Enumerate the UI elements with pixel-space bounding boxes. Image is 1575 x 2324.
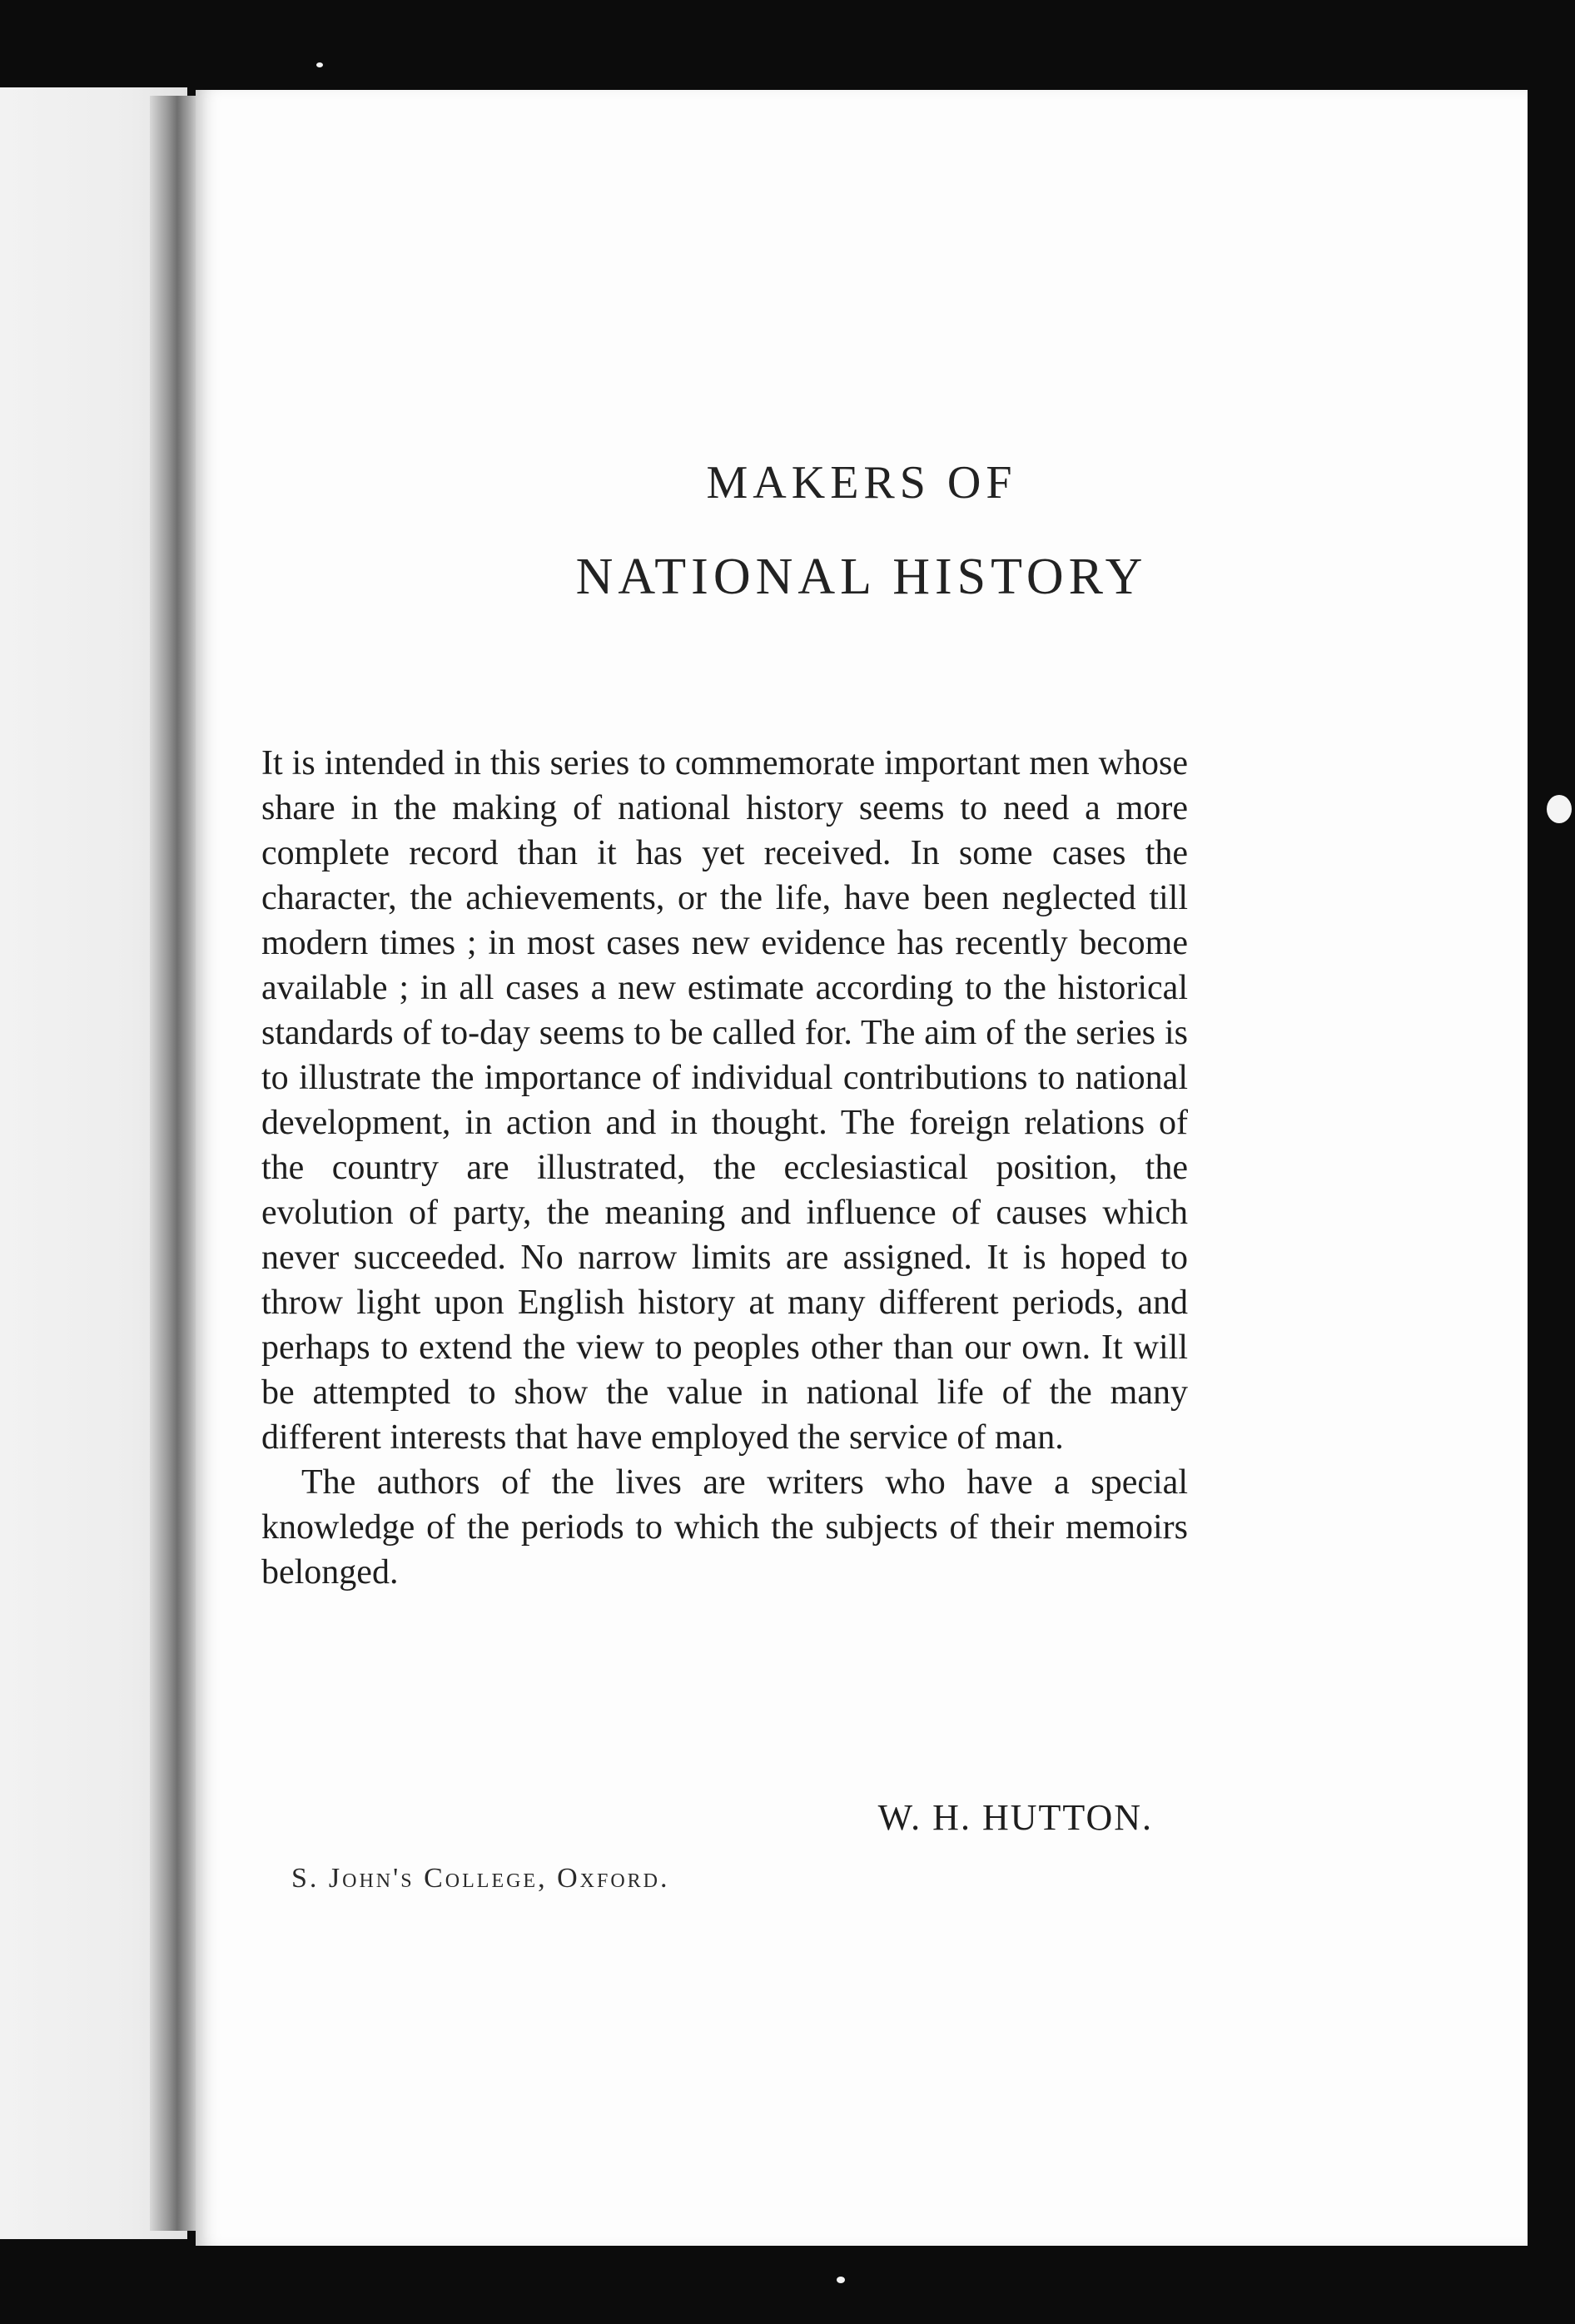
scan-speck (316, 62, 323, 67)
series-title-line-1: MAKERS OF (706, 457, 1017, 509)
right-page (196, 90, 1528, 2246)
scan-speck (837, 2277, 845, 2283)
series-title-line-2: NATIONAL HISTORY (575, 549, 1148, 605)
book-gutter (150, 96, 200, 2231)
editor-address: S. John's College, Oxford. (291, 1863, 670, 1894)
editor-signature: W. H. HUTTON. (877, 1797, 1153, 1838)
scan-speck (1547, 795, 1572, 823)
series-description (261, 741, 1188, 1595)
paragraph-authors: The authors of the lives are writers who have a special knowledge of the periods to which the subjects of their memoirs belonged. (261, 1463, 1188, 1592)
paragraph-intro: It is intended in this series to commemorate important men whose share in the making of national history seems to need a more complete record than it has yet received. In some cases the character, the achievements, or the life, have been neglected till modern times ; in most cases new evidence has recently become available ; in all cases a new estimate according to the historical standards of to-day seems to be called for. The aim of the series is to illustrate the importance of individual contributions to national development, in action and in thought. The foreign relations of the country are illustrated, the ecclesiastical position, the evolution of party, the meaning and influence of causes which never succeeded. No narrow limits are assigned. It is hoped to throw light upon English history at many different periods, and perhaps to extend the view to peoples other than our own. It will be attempted to show the value in national life of the many different interests that have employed the service of man. (261, 744, 1188, 1457)
